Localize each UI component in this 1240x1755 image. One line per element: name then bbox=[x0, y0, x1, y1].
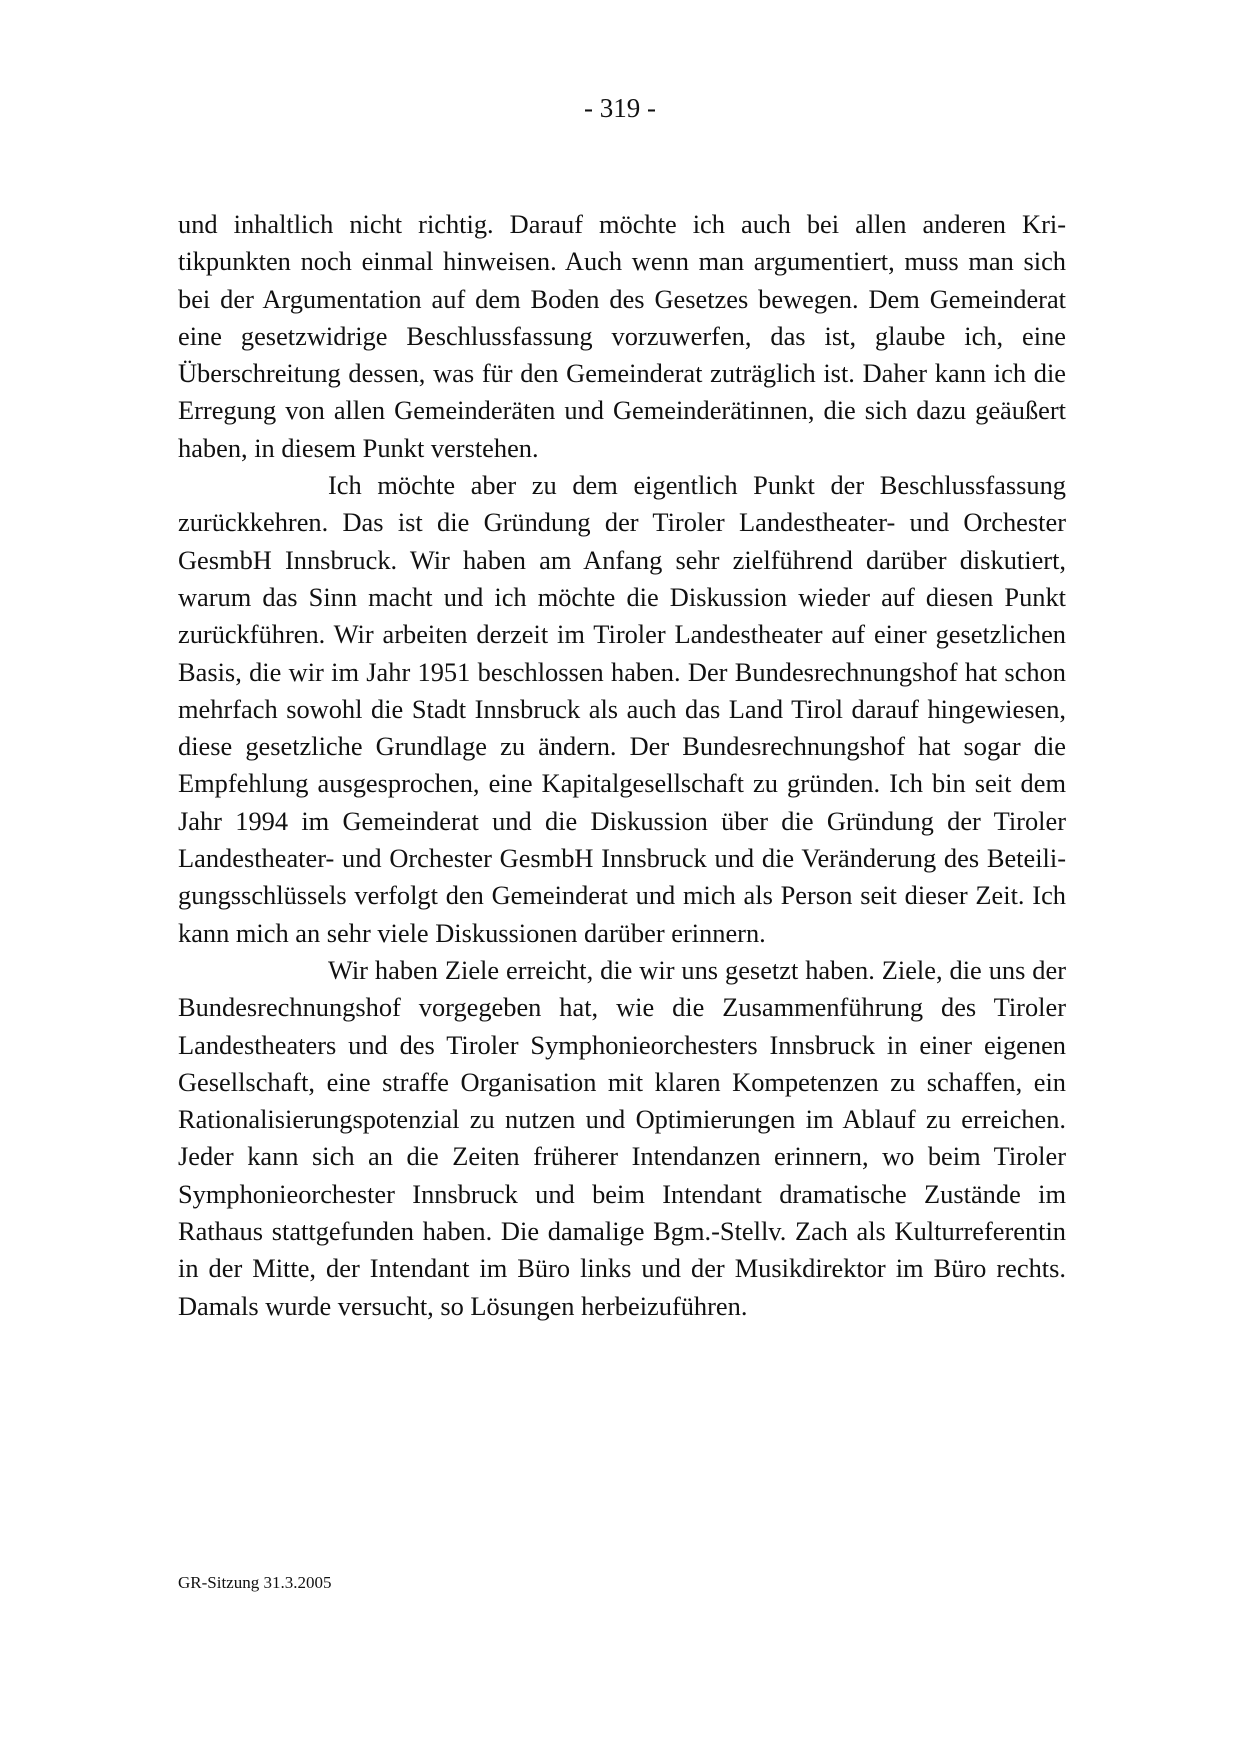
paragraph-1: und inhaltlich nicht richtig. Darauf möchte ich auch bei allen anderen Kritikpunkten noch einmal hinweisen. Auch wenn man argumentiert, muss man sich bei der Argumentation auf dem Boden des Gesetzes bewegen. Dem Gemeinderat eine gesetzwidrige Beschlussfassung vorzuwerfen, das ist, glaube ich, eine Überschreitung dessen, was für den Gemeinderat zuträglich ist. Daher kann ich die Erregung von allen Gemeinderäten und Gemeinderätinnen, die sich dazu geäußert haben, in diesem Punkt verstehen. bbox=[178, 209, 1066, 463]
paragraph-2: Ich möchte aber zu dem eigentlich Punkt der Beschlussfassung zurückkehren. Das ist die Gründung der Tiroler Landestheater- und Orchester GesmbH Innsbruck. Wir haben am Anfang sehr zielführend darüber diskutiert, warum das Sinn macht und ich möchte die Diskussion wieder auf diesen Punkt zurückführen. Wir arbeiten derzeit im Tiroler Landestheater auf einer gesetzlichen Basis, die wir im Jahr 1951 beschlossen haben. Der Bundesrechnungshof hat schon mehrfach sowohl die Stadt Innsbruck als auch das Land Tirol darauf hingewiesen, diese gesetzliche Grundlage zu ändern. Der Bundesrechnungshof hat sogar die Empfehlung ausgesprochen, eine Kapitalgesellschaft zu gründen. Ich bin seit dem Jahr 1994 im Gemeinderat und die Diskussion über die Gründung der Tiroler Landestheater- und Orchester GesmbH Innsbruck und die Veränderung des Beteiligungsschlüssels verfolgt den Gemeinderat und mich als Person seit dieser Zeit. Ich kann mich an sehr viele Diskussionen darüber erinnern. bbox=[178, 470, 1066, 948]
paragraph-3: Wir haben Ziele erreicht, die wir uns gesetzt haben. Ziele, die uns der Bundesrechnungshof vorgegeben hat, wie die Zusammenführung des Tiroler Landestheaters und des Tiroler Symphonieorchesters Innsbruck in einer eigenen Gesellschaft, eine straffe Organisation mit klaren Kompetenzen zu schaffen, ein Rationalisierungspotenzial zu nutzen und Optimierungen im Ablauf zu erreichen. Jeder kann sich an die Zeiten früherer Intendanzen erinnern, wo beim Tiroler Symphonieorchester Innsbruck und beim Intendant dramatische Zustände im Rathaus stattgefunden haben. Die damalige Bgm.-Stellv. Zach als Kulturreferentin in der Mitte, der Intendant im Büro links und der Musikdirektor im Büro rechts. Damals wurde versucht, so Lösungen herbeizuführen. bbox=[178, 954, 1066, 1321]
page-number: - 319 - bbox=[584, 93, 656, 123]
body-text bbox=[178, 206, 1066, 1325]
footer-session-date: GR-Sitzung 31.3.2005 bbox=[178, 1573, 332, 1592]
